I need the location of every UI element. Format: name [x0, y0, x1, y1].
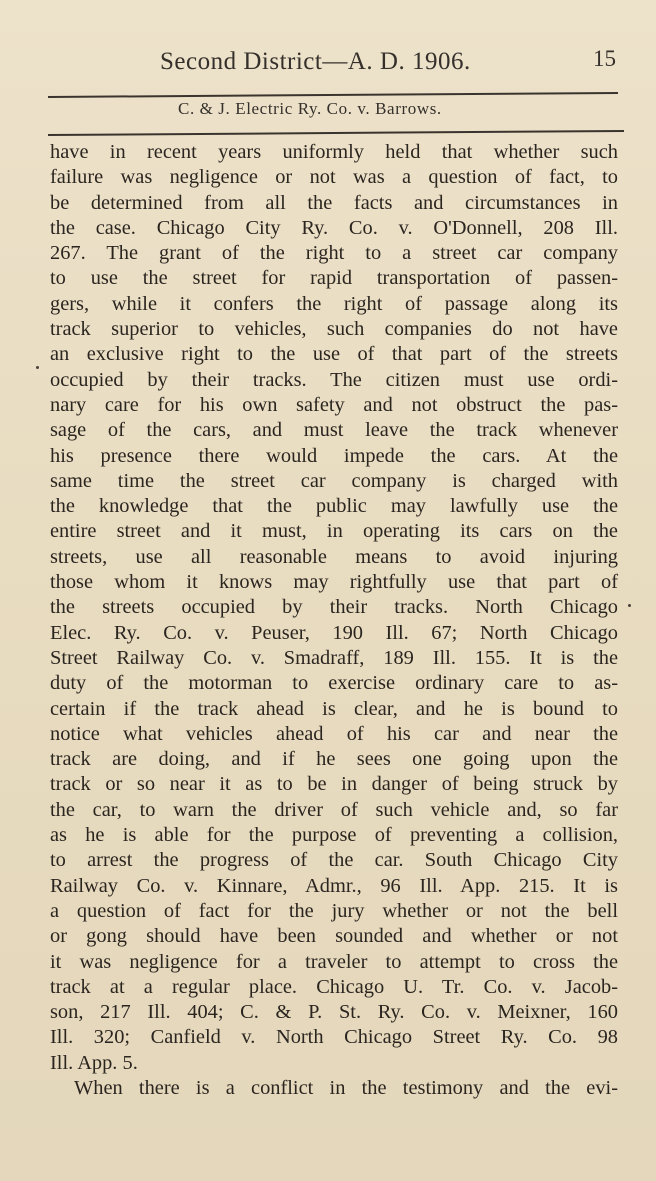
text-line: have in recent years uniformly held that whether such	[50, 141, 618, 163]
text-line: gers, while it confers the right of passage along its	[50, 292, 618, 315]
text-line: sage of the cars, and must leave the track whenever	[50, 419, 618, 442]
text-line: same time the street car company is charged with	[50, 469, 618, 492]
margin-mark	[36, 366, 39, 369]
text-line: 267. The grant of the right to a street car company	[50, 242, 618, 265]
text-line: son, 217 Ill. 404; C. & P. St. Ry. Co. v. Meixner, 160	[50, 1001, 618, 1024]
text-line: nary care for his own safety and not obstruct the pas-	[50, 393, 618, 416]
text-line: track superior to vehicles, such companies do not have	[50, 318, 618, 341]
text-line: track at a regular place. Chicago U. Tr. Co. v. Jacob-	[50, 975, 618, 998]
text-line: Railway Co. v. Kinnare, Admr., 96 Ill. App. 215. It is	[50, 874, 618, 897]
text-line: as he is able for the purpose of preventing a collision,	[50, 824, 618, 847]
text-line: the knowledge that the public may lawfully use the	[50, 495, 618, 518]
header-rule-top	[48, 92, 618, 98]
text-line: the streets occupied by their tracks. North Chicago	[50, 596, 618, 619]
text-line: occupied by their tracks. The citizen must use ordi-	[50, 368, 618, 391]
text-line: Ill. App. 5.	[50, 1051, 138, 1074]
text-line: track are doing, and if he sees one going upon the	[50, 748, 618, 771]
text-line: be determined from all the facts and circumstances in	[50, 191, 618, 214]
text-line: to arrest the progress of the car. South Chicago City	[50, 849, 618, 872]
text-line: the car, to warn the driver of such vehicle and, so far	[50, 798, 618, 821]
text-line: streets, use all reasonable means to avoid injuring	[50, 545, 618, 568]
text-line: to use the street for rapid transportation of passen-	[50, 267, 618, 290]
header-rule-bottom	[48, 130, 624, 136]
text-line: it was negligence for a traveler to attempt to cross the	[50, 950, 618, 973]
text-line: or gong should have been sounded and whether or not	[50, 925, 618, 948]
text-line: those whom it knows may rightfully use that part of	[50, 571, 618, 594]
text-line: failure was negligence or not was a question of fact, to	[50, 166, 618, 189]
text-line: When there is a conflict in the testimony and the evi-	[74, 1076, 618, 1099]
text-line: Street Railway Co. v. Smadraff, 189 Ill. 155. It is the	[50, 646, 618, 669]
page-number: 15	[593, 46, 616, 71]
running-head: Second District—A. D. 1906.	[160, 48, 471, 75]
text-line: the case. Chicago City Ry. Co. v. O'Donnell, 208 Ill.	[50, 216, 618, 239]
text-line: Ill. 320; Canfield v. North Chicago Street Ry. Co. 98	[50, 1026, 618, 1049]
text-line: certain if the track ahead is clear, and he is bound to	[50, 697, 618, 720]
margin-mark	[628, 604, 631, 607]
text-line: notice what vehicles ahead of his car and near the	[50, 722, 618, 745]
text-line: Elec. Ry. Co. v. Peuser, 190 Ill. 67; North Chicago	[50, 621, 618, 644]
text-line: track or so near it as to be in danger of being struck by	[50, 773, 618, 796]
text-line: an exclusive right to the use of that part of the streets	[50, 343, 618, 366]
case-title: C. & J. Electric Ry. Co. v. Barrows.	[178, 99, 442, 118]
text-line: duty of the motorman to exercise ordinary care to as-	[50, 672, 618, 695]
text-line: a question of fact for the jury whether or not the bell	[50, 899, 618, 922]
text-line: his presence there would impede the cars. At the	[50, 444, 618, 467]
body-text	[50, 140, 618, 1101]
text-line: entire street and it must, in operating its cars on the	[50, 520, 618, 543]
